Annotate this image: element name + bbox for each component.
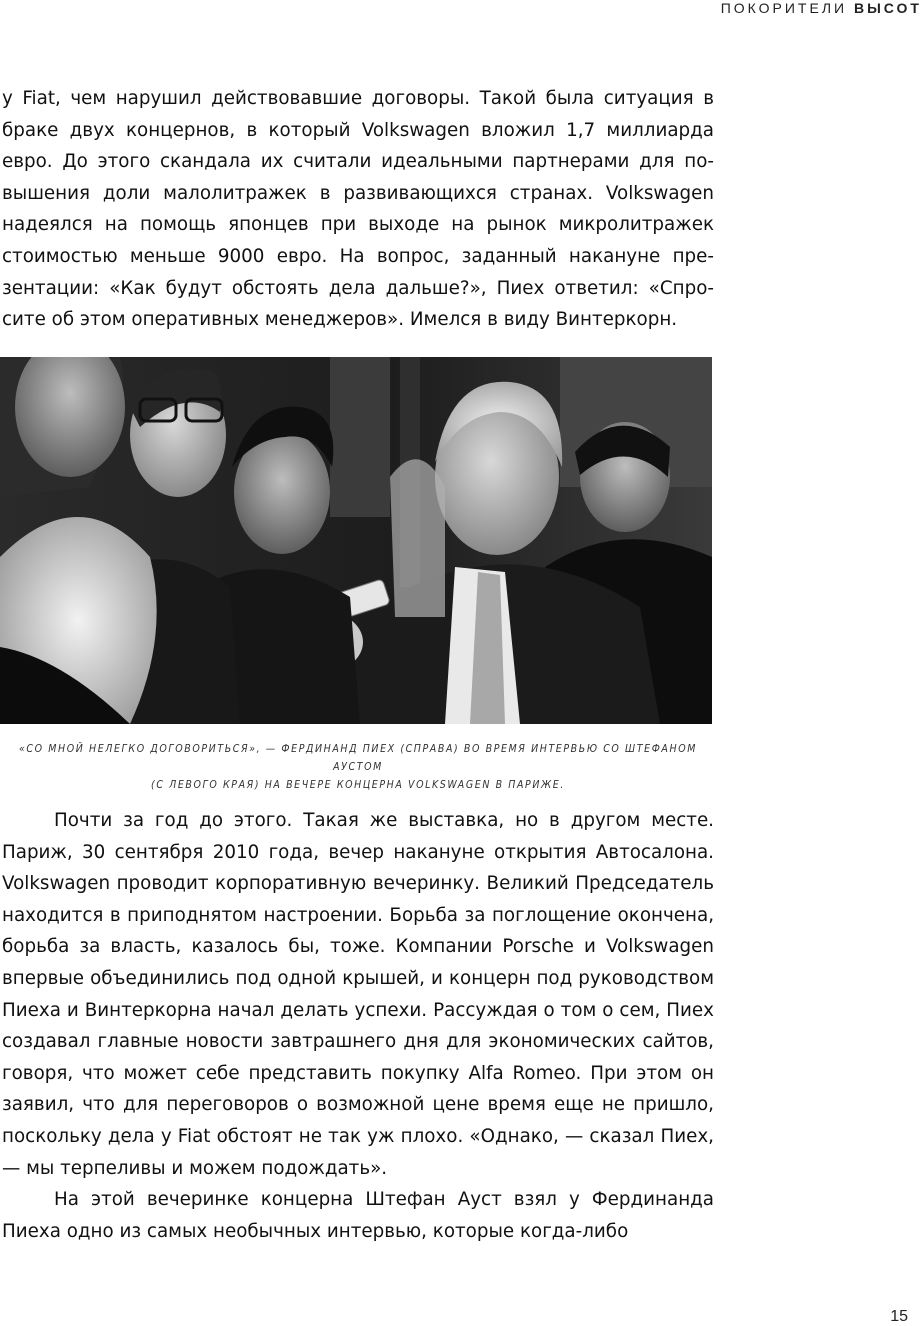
running-head-book-title-bold: ВЫСОТ bbox=[853, 0, 922, 16]
body-text-top bbox=[2, 83, 714, 336]
caption-line-1: «СО МНОЙ НЕЛЕГКО ДОГОВОРИТЬСЯ», — ФЕРДИНАНД ПИЕХ (СПРАВА) ВО ВРЕМЯ ИНТЕРВЬЮ СО ШТЕФАНОМ АУСТОМ bbox=[18, 743, 697, 773]
caption-line-2: (С ЛЕВОГО КРАЯ) НА ВЕЧЕРЕ КОНЦЕРНА VOLKSWAGEN В ПАРИЖЕ. bbox=[151, 779, 565, 791]
body-text-bottom bbox=[2, 805, 714, 1247]
photo-illustration bbox=[0, 357, 712, 724]
paragraph-interview: На этой вечеринке концерна Штефан Ауст взял у Фердинанда Пиеха одно из самых необычных интервью, которые когда-либо bbox=[2, 1189, 714, 1242]
photo-caption bbox=[0, 740, 716, 794]
page-number: 15 bbox=[890, 1308, 908, 1325]
running-head bbox=[721, 0, 922, 20]
paragraph-continued: у Fiat, чем нарушил действовавшие договоры. Такой была ситуация в браке двух концернов, в который Volkswagen вложил 1,7 миллиарда евро. До этого скандала их считали идеальными партнерами для повышения доли малолитражек в развивающихся странах. Volkswagen надеялся на помощь японцев при выходе на рынок микролитражек стоимостью меньше 9000 евро. На вопрос, заданный накануне презентации: «Как будут обстоять дела дальше?», Пиех ответил: «Спросите об этом оперативных менеджеров». Имелся в виду Винтеркорн. bbox=[2, 88, 714, 331]
running-head-book-title: ПОКОРИТЕЛИ bbox=[720, 0, 854, 16]
photo-interview bbox=[0, 357, 712, 724]
paragraph-paris-party: Почти за год до этого. Такая же выставка, но в другом месте. Париж, 30 сентября 2010 года, вечер накануне открытия Автосалона. Volkswagen проводит корпоративную вечеринку. Великий Председатель находится в приподнятом настроении. Борьба за поглощение окончена, борьба за власть, казалось бы, тоже. Компании Porsche и Volkswagen впервые объединились под одной крышей, и концерн под руководством Пиеха и Винтеркорна начал делать успехи. Рассуждая о том о сем, Пиех создавал главные новости завтрашнего дня для экономических сайтов, говоря, что может себе представить покупку Alfa Romeo. При этом он заявил, что для переговоров о возможной цене время еще не пришло, поскольку дела у Fiat обстоят не так уж плохо. «Однако, — сказал Пиех, — мы терпеливы и можем подождать». bbox=[2, 810, 714, 1179]
